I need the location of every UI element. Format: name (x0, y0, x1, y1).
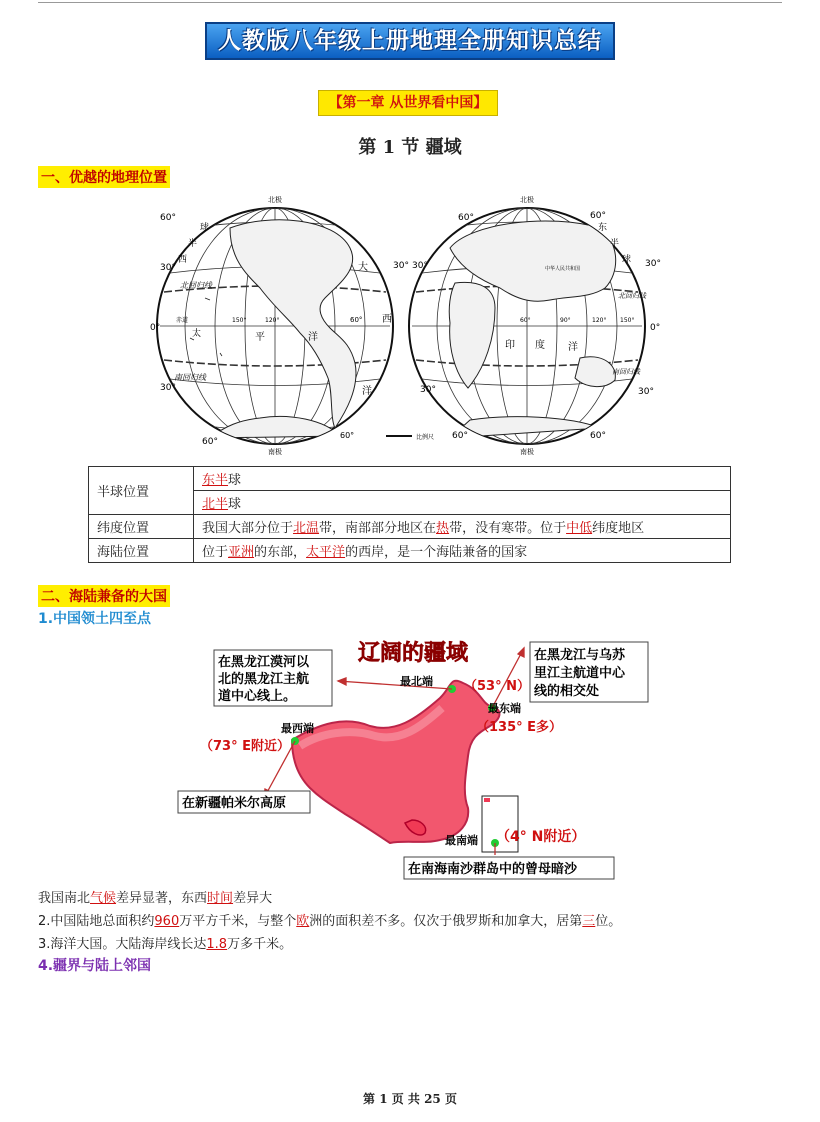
east-south-pole-label: 南极 (520, 448, 534, 456)
row-text: 的东部， (254, 545, 307, 560)
east-hemi-char2: 半 (610, 239, 620, 249)
subheading-borders: 4.疆界与陆上邻国 (38, 958, 152, 974)
chapter-title: 【第一章 从世界看中国】 (318, 90, 498, 116)
text: 差异显著，东西 (116, 891, 208, 906)
east-lon90-label: 90° (560, 317, 571, 324)
west-north-pole-label: 北极 (268, 196, 282, 204)
west-lon60-label: 60° (350, 316, 363, 324)
answer-blank: 东半 (202, 473, 229, 488)
row-text: 带，南部部分地区在 (319, 521, 437, 536)
western-hemisphere (150, 195, 434, 456)
east-lon150-label: 150° (620, 317, 635, 324)
heading-geographic-location: 一、优越的地理位置 (38, 166, 170, 188)
west-lat60s-right-label: 60° (340, 431, 355, 440)
answer-blank: 960 (154, 914, 180, 929)
heading-large-country: 二、海陆兼备的大国 (38, 585, 170, 607)
east-lat30n-left-label: 30° (412, 261, 428, 271)
west-point-label: 最西端 (281, 722, 314, 735)
text: 差异大 (233, 891, 273, 906)
west-lon150-label: 150° (232, 317, 247, 324)
west-tropic-north-label: 北回归线 (180, 281, 212, 290)
south-callout (404, 857, 614, 879)
east-lon120-label: 120° (592, 317, 607, 324)
pacific-char1: 太 (192, 329, 202, 339)
text: 3.海洋大国。大陆海岸线长达 (38, 937, 207, 952)
west-callout (178, 791, 310, 813)
answer-blank: 时间 (207, 891, 234, 906)
row-text: 球 (228, 497, 242, 512)
east-lat30n-right-label: 30° (645, 259, 661, 269)
answer-blank: 三 (582, 914, 596, 929)
text: 万多千米。 (227, 937, 293, 952)
paragraph-coastline (38, 933, 292, 952)
china-territory-map (170, 628, 650, 883)
row-content (194, 539, 731, 563)
south-point-label: 最南端 (445, 834, 478, 847)
row-text: 我国大部分位于 (202, 521, 294, 536)
east-callout-line1: 在黑龙江与乌苏 (534, 648, 626, 663)
paragraph-differences (38, 887, 272, 906)
north-coord: （53° N） (464, 679, 530, 694)
west-lat30n-right-label: 30° (393, 261, 409, 271)
east-lat30s-right-label: 30° (638, 387, 654, 397)
row-label: 纬度位置 (89, 515, 194, 539)
west-hemi-char1: 西 (178, 255, 188, 265)
table-row (89, 539, 731, 563)
answer-blank: 北半 (202, 497, 229, 512)
east-hemi-char1: 东 (598, 223, 608, 233)
row-text: 球 (228, 473, 242, 488)
west-tropic-south-label: 南回归线 (174, 373, 206, 382)
location-table (88, 466, 731, 563)
south-coord: （4° N附近） (496, 829, 586, 845)
answer-blank: 热 (436, 521, 450, 536)
indian-char2: 度 (535, 340, 545, 351)
east-lon60-label: 60° (520, 317, 531, 324)
row-content (194, 491, 731, 515)
west-south-pole-label: 南极 (268, 448, 282, 456)
answer-blank: 亚洲 (228, 545, 255, 560)
east-callout-line2: 里江主航道中心 (534, 666, 626, 681)
atlantic-char2: 西 (382, 314, 392, 325)
north-callout-line3: 道中心线上。 (218, 689, 297, 704)
text: 洲的面积差不多。仅次于俄罗斯和加拿大，居第 (309, 914, 583, 929)
row-label: 半球位置 (89, 467, 194, 515)
west-coord: （73° E附近） (200, 739, 290, 754)
china-label: 中华人民共和国 (545, 266, 581, 272)
indian-char1: 印 (505, 340, 515, 351)
west-lat60s-label: 60° (202, 437, 218, 447)
east-lat0-label: 0° (650, 323, 661, 333)
row-text: 带，没有寒带。位于 (449, 521, 567, 536)
north-callout-line1: 在黑龙江漠河以 (218, 655, 310, 670)
west-callout-text: 在新疆帕米尔高原 (182, 796, 287, 811)
subheading-extreme-points: 1.中国领土四至点 (38, 611, 152, 627)
answer-blank: 中低 (566, 521, 593, 536)
north-callout-line2: 北的黑龙江主航 (218, 672, 310, 687)
north-point-label: 最北端 (400, 675, 433, 688)
east-callout-line3: 线的相交处 (534, 684, 600, 699)
indian-char3: 洋 (568, 342, 578, 353)
document-title: 人教版八年级上册地理全册知识总结 (205, 22, 615, 60)
west-lat0-label: 0° (150, 323, 161, 333)
south-callout-text: 在南海南沙群岛中的曾母暗沙 (408, 862, 578, 877)
answer-blank: 气候 (90, 891, 117, 906)
table-row (89, 467, 731, 491)
west-lat30n-label: 30° (160, 263, 176, 273)
west-hemi-char3: 球 (200, 223, 210, 233)
east-lat60s-right-label: 60° (590, 431, 606, 441)
answer-blank: 1.8 (206, 937, 228, 952)
north-callout (214, 650, 332, 706)
row-content (194, 515, 731, 539)
answer-blank: 欧 (296, 914, 310, 929)
east-coord: （135° E多） (476, 720, 563, 735)
hemisphere-map (150, 188, 665, 460)
east-point-label: 最东端 (488, 702, 521, 715)
scale-bar (386, 433, 434, 441)
text: 2.中国陆地总面积约 (38, 914, 155, 929)
row-content (194, 467, 731, 491)
top-rule (38, 2, 782, 3)
east-callout (530, 642, 648, 702)
east-tropic-north-label: 北回归线 (618, 292, 646, 300)
text: 我国南北 (38, 891, 91, 906)
west-equator-label: 赤道 (176, 317, 189, 324)
east-north-pole-label: 北极 (520, 196, 534, 204)
text: 万平方千米，与整个 (179, 914, 297, 929)
map-title: 辽阔的疆域 (357, 641, 469, 666)
east-lat60n-right-label: 60° (590, 211, 606, 221)
section-title: 第 1 节 疆域 (358, 137, 462, 158)
east-lat60n-left-label: 60° (458, 213, 474, 223)
east-tropic-south-label: 南回归线 (612, 368, 640, 376)
text: 位。 (595, 914, 622, 929)
west-lon120-label: 120° (265, 317, 280, 324)
row-text: 的西岸，是一个海陆兼备的国家 (345, 545, 528, 560)
atlantic-char1: 大 (358, 262, 368, 273)
table-row (89, 515, 731, 539)
answer-blank: 太平洋 (306, 545, 346, 560)
pacific-char2: 平 (255, 332, 265, 343)
east-hemi-char3: 球 (622, 255, 632, 265)
paragraph-area (38, 910, 621, 929)
east-lat30s-left-label: 30° (420, 385, 436, 395)
row-text: 纬度地区 (592, 521, 645, 536)
west-hemi-char2: 半 (188, 239, 198, 249)
west-lat60n-left-label: 60° (160, 213, 176, 223)
answer-blank: 北温 (293, 521, 320, 536)
west-lat30s-label: 30° (160, 383, 176, 393)
row-text: 位于 (202, 545, 229, 560)
row-label: 海陆位置 (89, 539, 194, 563)
atlantic-char3: 洋 (362, 386, 372, 397)
page-footer: 第 1 页 共 25 页 (363, 1092, 457, 1106)
scale-label: 比例尺 (416, 434, 435, 441)
pacific-char3: 洋 (308, 332, 318, 343)
east-lat60s-left-label: 60° (452, 431, 468, 441)
